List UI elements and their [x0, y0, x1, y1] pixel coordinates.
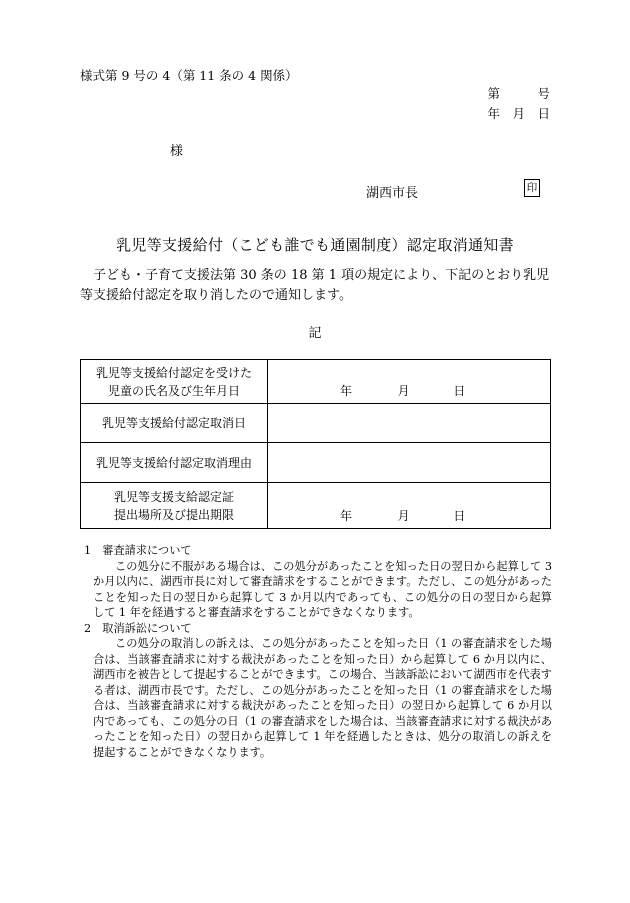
ki-heading: 記	[308, 326, 322, 341]
note-body: この処分に不服がある場合は、この処分があったことを知った日の翌日から起算して 3 か月以内に、湖西市長に対して審査請求をすることができます。ただし、この処分があったことを知った日の翌日から起算して 3 か月以内であっても、この処分の日の翌日から起算して 1 年を経過すると審査請求をすることができなくなります。	[93, 559, 552, 619]
table-label-cell	[81, 443, 268, 483]
notes-section	[80, 543, 552, 760]
table-label-cell	[81, 404, 268, 443]
row-label-line1: 乳児等支援支給認定証	[113, 489, 234, 504]
table-row	[81, 360, 551, 404]
table-row	[81, 443, 551, 483]
table-value-cell	[268, 404, 551, 443]
table-value-cell	[268, 360, 551, 404]
intro-paragraph: 子ども・子育て支援法第 30 条の 18 第 1 項の規定により、下記のとおり乳児等支援給付認定を取り消したので通知します。	[80, 268, 550, 303]
table-value-cell	[268, 483, 551, 529]
note-heading: 1 審査請求について	[84, 544, 192, 557]
document-title: 乳児等支援給付（こども誰でも通園制度）認定取消通知書	[116, 236, 514, 254]
date-day: 日	[453, 384, 466, 398]
row-label-line2: 提出場所及び提出期限	[113, 507, 234, 522]
note-body: この処分の取消しの訴えは、この処分があったことを知った日（1 の審査請求をした場合は、当該審査請求に対する裁決があったことを知った日）から起算して 6 か月以内に、湖西市を被告として提起することができます。この場合、当該訴訟において湖西市を代表する者は、湖西市長です。ただし、この処分があったことを知った日（1 の審査請求をした場合は、当該審査請求に対する裁決があったことを知った日）の翌日から起算して 6 か月以内であっても、この処分の日（1 の審査請求をした場合は、当該審査請求に対する裁決があったことを知った日）の翌日から起算して 1 年を経過したときは、処分の取消しの訴えを提起することができなくなります。	[93, 637, 552, 759]
row-label-line1: 乳児等支援給付認定取消理由	[95, 455, 252, 470]
row-label-line1: 乳児等支援給付認定を受けた	[95, 365, 252, 380]
date-day: 日	[453, 509, 466, 523]
row-label-line1: 乳児等支援給付認定取消日	[101, 416, 246, 430]
form-number: 様式第 9 号の 4（第 11 条の 4 関係）	[80, 68, 298, 83]
date-year: 年	[340, 509, 353, 523]
date-year: 年	[340, 384, 353, 398]
document-number: 第 号	[487, 86, 550, 101]
seal-mark: 印	[524, 179, 540, 197]
issuer-name: 湖西市長	[366, 186, 419, 201]
deadline-date-placeholder	[340, 507, 465, 524]
note-heading: 2 取消訴訟について	[84, 621, 192, 635]
table-label-cell	[81, 360, 268, 404]
birth-date-placeholder	[340, 382, 465, 399]
issue-date: 年 月 日	[487, 106, 550, 121]
row-label-line2: 児童の氏名及び生年月日	[107, 383, 240, 398]
table-value-cell	[268, 443, 551, 483]
table-label-cell	[81, 483, 268, 529]
table-row	[81, 404, 551, 443]
table-row	[81, 483, 551, 529]
date-month: 月	[397, 384, 410, 398]
details-table	[80, 359, 551, 529]
addressee-honorific: 様	[170, 144, 184, 159]
date-month: 月	[397, 509, 410, 523]
